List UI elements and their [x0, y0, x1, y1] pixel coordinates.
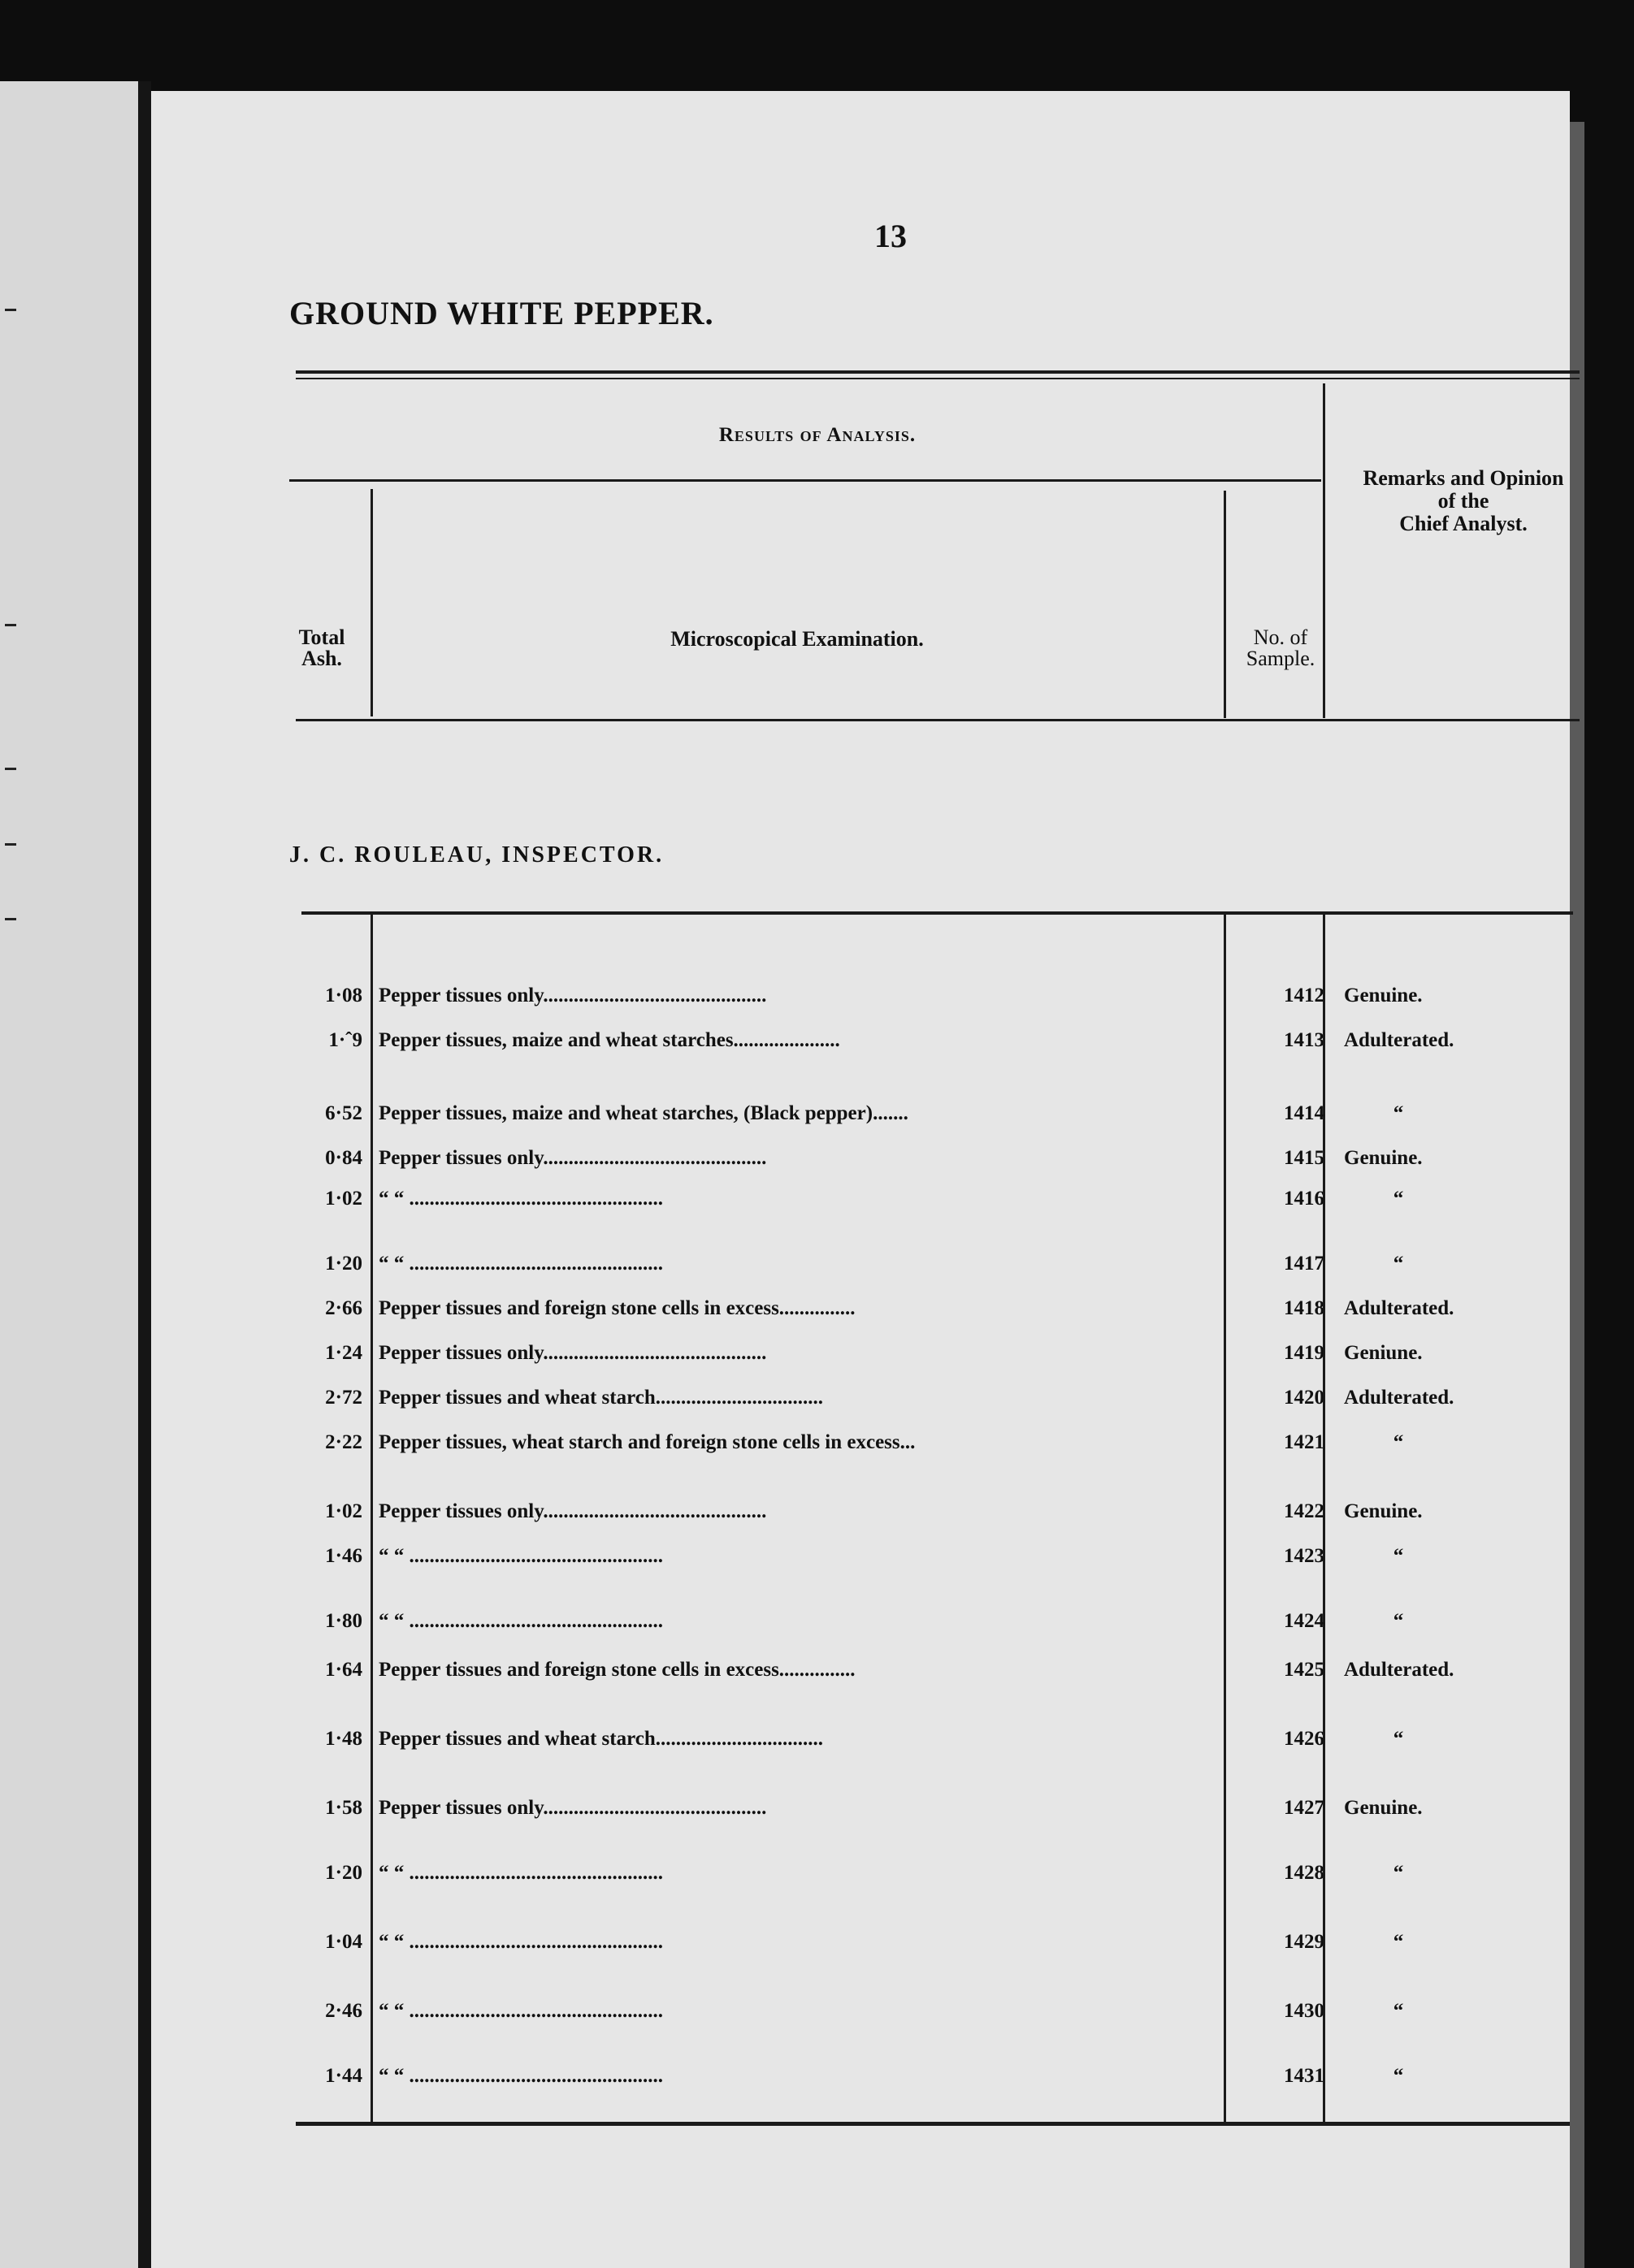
total-ash-value: 6·52	[325, 1102, 362, 1124]
table-row	[151, 1029, 1570, 1057]
analyst-remark: “	[1393, 1862, 1404, 1884]
microscopical-examination-text: “ “ ..................................................	[379, 1188, 663, 1210]
total-ash-value: 0·84	[325, 1147, 362, 1169]
microscopical-examination-text: Pepper tissues only............................................	[379, 1500, 767, 1522]
sample-number: 1414	[1284, 1102, 1324, 1124]
sample-number-header	[1232, 627, 1329, 669]
table-row	[151, 1931, 1570, 1959]
total-ash-value: 1·08	[325, 985, 362, 1006]
document-page	[151, 91, 1570, 2268]
inspector-heading: J. C. ROULEAU, INSPECTOR.	[289, 842, 665, 868]
table-top-rule	[301, 911, 1573, 915]
microscopical-examination-text: “ “ ..................................................	[379, 2065, 663, 2087]
analyst-remark: “	[1393, 2000, 1404, 2022]
sample-number: 1420	[1284, 1387, 1324, 1409]
table-row	[151, 2065, 1570, 2093]
facing-page-mark	[5, 768, 16, 770]
total-ash-value: 2·72	[325, 1387, 362, 1409]
total-ash-value: 1·04	[325, 1931, 362, 1953]
sample-header-line: Sample.	[1246, 647, 1315, 670]
page-title: GROUND WHITE PEPPER.	[289, 295, 714, 331]
sample-number: 1421	[1284, 1431, 1324, 1453]
microscopical-examination-text: Pepper tissues, maize and wheat starches, (Black pepper).......	[379, 1102, 908, 1124]
table-row	[151, 1342, 1570, 1370]
sample-header-line: No. of	[1253, 625, 1308, 649]
total-ash-value: 1·58	[325, 1797, 362, 1819]
analyst-remark: Genuine.	[1344, 1147, 1423, 1169]
total-ash-value: 1·44	[325, 2065, 362, 2087]
analyst-remark: “	[1393, 1545, 1404, 1567]
results-underline	[289, 479, 1321, 482]
sample-number: 1422	[1284, 1500, 1324, 1522]
total-ash-value: 1·24	[325, 1342, 362, 1364]
analyst-remark: “	[1393, 1610, 1404, 1632]
table-row	[151, 2000, 1570, 2028]
table-row	[151, 1253, 1570, 1280]
analyst-remark: Adulterated.	[1344, 1297, 1454, 1319]
table-row	[151, 1728, 1570, 1755]
microscopical-examination-text: Pepper tissues and wheat starch.................................	[379, 1728, 824, 1750]
analyst-remark: “	[1393, 2065, 1404, 2087]
sample-number: 1417	[1284, 1253, 1324, 1275]
total-ash-header	[281, 627, 362, 669]
sample-number: 1416	[1284, 1188, 1324, 1210]
remarks-header-line: Chief Analyst.	[1399, 512, 1528, 535]
total-ash-value: 1·46	[325, 1545, 362, 1567]
sample-number: 1424	[1284, 1610, 1324, 1632]
total-ash-value: 1·20	[325, 1862, 362, 1884]
analyst-remark: Geniune.	[1344, 1342, 1423, 1364]
sample-number: 1426	[1284, 1728, 1324, 1750]
sample-number: 1423	[1284, 1545, 1324, 1567]
remarks-header-line: of the	[1437, 489, 1489, 513]
total-ash-value: 2·66	[325, 1297, 362, 1319]
total-ash-header-line: Ash.	[301, 647, 342, 670]
analyst-remark: Adulterated.	[1344, 1029, 1454, 1051]
analyst-remark: Genuine.	[1344, 1500, 1423, 1522]
page-edge	[1570, 122, 1584, 2268]
table-row	[151, 1610, 1570, 1638]
microscopical-examination-text: “ “ ..................................................	[379, 1253, 663, 1275]
microscopical-examination-text: “ “ ..................................................	[379, 2000, 663, 2022]
total-ash-header-line: Total	[298, 625, 345, 649]
table-row	[151, 1188, 1570, 1215]
table-row	[151, 985, 1570, 1012]
microscopical-examination-text: Pepper tissues and foreign stone cells in excess...............	[379, 1297, 856, 1319]
total-ash-value: 1·64	[325, 1659, 362, 1681]
total-ash-value: 2·46	[325, 2000, 362, 2022]
header-divider	[1224, 491, 1226, 718]
analyst-remark: “	[1393, 1253, 1404, 1275]
page-number: 13	[874, 218, 907, 254]
table-row	[151, 1797, 1570, 1824]
total-ash-value: 1·48	[325, 1728, 362, 1750]
table-row	[151, 1545, 1570, 1573]
total-ash-value: 1·80	[325, 1610, 362, 1632]
sample-number: 1431	[1284, 2065, 1324, 2087]
analyst-remark: “	[1393, 1102, 1404, 1124]
header-divider	[1323, 383, 1325, 718]
total-ash-value: 2·22	[325, 1431, 362, 1453]
results-of-analysis-header: Results of Analysis.	[718, 424, 917, 446]
facing-page-edge	[0, 81, 138, 2268]
header-divider	[371, 489, 373, 716]
analyst-remark: “	[1393, 1188, 1404, 1210]
table-row	[151, 1147, 1570, 1175]
remarks-header	[1337, 467, 1589, 535]
analyst-remark: Genuine.	[1344, 1797, 1423, 1819]
sample-number: 1415	[1284, 1147, 1324, 1169]
table-row	[151, 1387, 1570, 1414]
sample-number: 1419	[1284, 1342, 1324, 1364]
analyst-remark: Adulterated.	[1344, 1387, 1454, 1409]
analyst-remark: “	[1393, 1728, 1404, 1750]
table-bottom-rule	[296, 2122, 1570, 2126]
header-top-rule	[296, 370, 1580, 374]
book-spine	[138, 81, 151, 2268]
table-row	[151, 1862, 1570, 1889]
facing-page-mark	[5, 918, 16, 920]
analyst-remark: “	[1393, 1431, 1404, 1453]
table-row	[151, 1500, 1570, 1528]
sample-number: 1418	[1284, 1297, 1324, 1319]
analyst-remark: Adulterated.	[1344, 1659, 1454, 1681]
microscopical-examination-text: Pepper tissues and foreign stone cells in excess...............	[379, 1659, 856, 1681]
sample-number: 1413	[1284, 1029, 1324, 1051]
microscopical-examination-text: Pepper tissues only............................................	[379, 1147, 767, 1169]
total-ash-value: 1·02	[325, 1188, 362, 1210]
microscopical-examination-text: “ “ ..................................................	[379, 1610, 663, 1632]
analyst-remark: “	[1393, 1931, 1404, 1953]
remarks-header-line: Remarks and Opinion	[1363, 466, 1564, 490]
sample-number: 1428	[1284, 1862, 1324, 1884]
microscopical-examination-text: Pepper tissues and wheat starch.................................	[379, 1387, 824, 1409]
sample-number: 1429	[1284, 1931, 1324, 1953]
facing-page-mark	[5, 624, 16, 626]
table-row	[151, 1102, 1570, 1130]
facing-page-mark	[5, 843, 16, 846]
total-ash-value: 1·ˆ9	[328, 1029, 362, 1051]
facing-page-mark	[5, 309, 16, 311]
analyst-remark: Genuine.	[1344, 985, 1423, 1006]
microscopical-examination-text: “ “ ..................................................	[379, 1545, 663, 1567]
microscopical-examination-text: “ “ ..................................................	[379, 1931, 663, 1953]
header-bottom-rule	[296, 719, 1580, 721]
sample-number: 1412	[1284, 985, 1324, 1006]
sample-number: 1425	[1284, 1659, 1324, 1681]
sample-number: 1427	[1284, 1797, 1324, 1819]
table-row	[151, 1431, 1570, 1459]
table-row	[151, 1659, 1570, 1686]
total-ash-value: 1·02	[325, 1500, 362, 1522]
microscopical-examination-text: Pepper tissues only............................................	[379, 1342, 767, 1364]
microscopical-examination-text: Pepper tissues, maize and wheat starches.....................	[379, 1029, 840, 1051]
header-top-rule-thin	[296, 378, 1580, 379]
microscopical-header: Microscopical Examination.	[670, 627, 924, 651]
microscopical-examination-text: “ “ ..................................................	[379, 1862, 663, 1884]
table-row	[151, 1297, 1570, 1325]
total-ash-value: 1·20	[325, 1253, 362, 1275]
microscopical-examination-text: Pepper tissues only............................................	[379, 1797, 767, 1819]
microscopical-examination-text: Pepper tissues only............................................	[379, 985, 767, 1006]
sample-number: 1430	[1284, 2000, 1324, 2022]
microscopical-examination-text: Pepper tissues, wheat starch and foreign stone cells in excess...	[379, 1431, 916, 1453]
